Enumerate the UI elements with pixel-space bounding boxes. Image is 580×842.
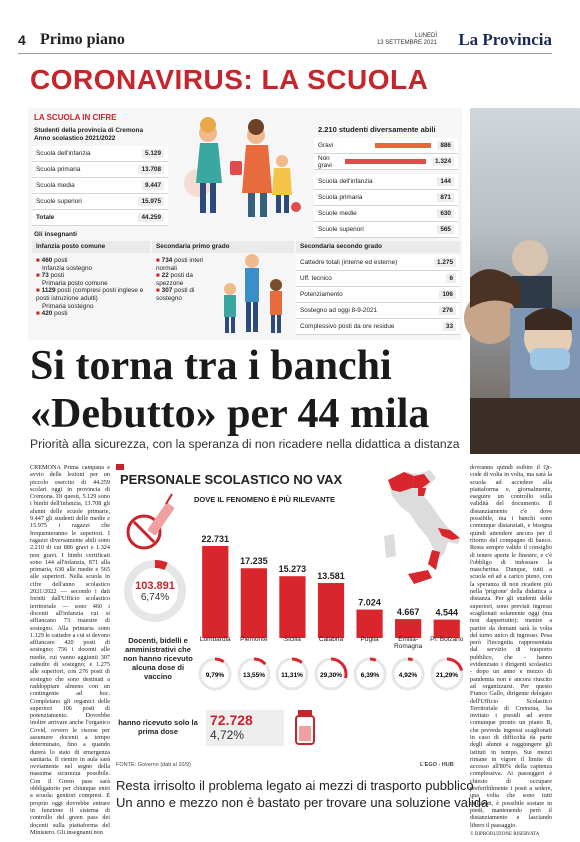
region-column xyxy=(389,636,428,692)
bullet-icon: ■ xyxy=(156,287,162,295)
issue-day: LUNEDÌ xyxy=(414,33,437,39)
vaccine-vial-icon xyxy=(288,708,324,748)
list-item-text: Infanzia sostegno xyxy=(42,264,93,272)
row-value: 276 xyxy=(439,306,456,315)
table-row xyxy=(32,194,168,210)
region-pct-ring xyxy=(274,656,310,692)
families-illustration xyxy=(178,113,306,221)
newspaper-logo: La Provincia xyxy=(458,30,552,49)
infanzia-list xyxy=(36,257,150,318)
list-item xyxy=(36,303,150,311)
row-label: Scuola dell'infanzia xyxy=(36,150,91,157)
region-label: Sicilia xyxy=(283,636,301,643)
disabled-caption: studenti diversamente abili xyxy=(338,125,436,134)
bar-calabria xyxy=(318,583,344,638)
total-no-vax-pct: 6,74% xyxy=(140,592,170,603)
table-row xyxy=(314,190,458,206)
row-value: 871 xyxy=(437,193,454,202)
row-value: 1.324 xyxy=(432,157,454,166)
bar-value-label: 4.667 xyxy=(396,607,420,618)
school-figures-infographic xyxy=(28,108,462,340)
table-row xyxy=(314,222,458,238)
total-no-vax-caption: Docenti, bidelli e amministrativi che non hanno ricevuto alcuna dose di vaccino xyxy=(123,636,193,681)
list-item xyxy=(156,257,216,272)
teachers-title: Gli insegnanti xyxy=(34,231,77,238)
issue-date xyxy=(377,33,437,47)
page-header xyxy=(18,30,552,54)
bar-value-label: 22.731 xyxy=(201,534,230,544)
secondo-grado-table xyxy=(296,255,460,335)
bullet-icon: ■ xyxy=(36,310,42,318)
headline-line-1: Si torna tra i banchi xyxy=(30,343,392,389)
row-label: Scuole superiori xyxy=(318,226,364,233)
table-row xyxy=(32,178,168,194)
row-value: 15.975 xyxy=(138,197,164,206)
list-item xyxy=(36,280,150,288)
first-dose-box xyxy=(206,710,284,746)
headline-line-2: «Debutto» per 44 mila xyxy=(30,391,430,437)
table-row xyxy=(296,303,460,319)
bar-value-label: 7.024 xyxy=(358,597,381,608)
infanzia-header: Infanzia posto comune xyxy=(32,241,150,253)
row-value: 565 xyxy=(437,225,454,234)
row-label: Scuole superiori xyxy=(36,198,82,205)
row-label: Scuola dell'infanzia xyxy=(318,178,373,185)
list-item-text: Primaria posto comune xyxy=(42,279,108,287)
students-caption xyxy=(34,127,143,143)
vax-title-marker xyxy=(116,464,124,470)
infographic-title: LA SCUOLA IN CIFRE xyxy=(34,113,117,122)
region-label: Calabria xyxy=(318,636,344,643)
region-column xyxy=(196,636,235,692)
vax-chart-subtitle: DOVE IL FENOMENO È PIÙ RILEVANTE xyxy=(194,495,335,504)
table-row xyxy=(296,319,460,335)
first-dose-caption: hanno ricevuto solo la prima dose xyxy=(118,718,198,736)
region-label: Puglia xyxy=(360,636,379,643)
list-item-text: posti xyxy=(50,272,65,280)
total-no-vax-value: 103.891 xyxy=(135,580,175,592)
table-row xyxy=(296,255,460,271)
total-no-vax-figures xyxy=(122,580,188,603)
list-item-number: 73 xyxy=(41,272,49,280)
primo-grado-list xyxy=(156,257,216,303)
region-label: Emilia-Romagna xyxy=(394,636,423,650)
students-table xyxy=(32,146,168,226)
bar-value-label: 15.273 xyxy=(278,564,307,575)
list-item-text: posti interi normali xyxy=(156,257,204,272)
bar-value-label: 4.544 xyxy=(435,607,458,618)
list-item xyxy=(36,310,150,318)
row-value: 630 xyxy=(437,209,454,218)
bar-sicilia xyxy=(279,576,305,638)
region-label: Lombardia xyxy=(199,636,231,643)
list-item-text: posti xyxy=(54,257,68,264)
disabled-count: 2.210 xyxy=(318,125,337,134)
row-value: 13.708 xyxy=(138,165,164,174)
table-row xyxy=(32,162,168,178)
list-item-number: 420 xyxy=(41,310,53,318)
row-value: 6 xyxy=(446,274,456,283)
bar-puglia xyxy=(356,610,382,638)
region-pct-ring xyxy=(429,656,465,692)
row-value: 5.129 xyxy=(142,149,164,158)
no-vax-infographic xyxy=(116,464,466,776)
copyright-note: © RIPRODUZIONE RISERVATA xyxy=(470,831,540,837)
region-pct-label: 13,55% xyxy=(242,672,265,679)
row-value: 144 xyxy=(437,177,454,186)
list-item-number: 22 xyxy=(161,272,169,280)
row-value: 886 xyxy=(437,141,454,150)
list-item-text: posti di sostegno xyxy=(156,287,195,302)
region-label: Piemonte xyxy=(240,636,268,643)
row-value: 44.259 xyxy=(138,213,164,222)
subheadline: Priorità alla sicurezza, con la speranza di non ricadere nella didattica a distanza xyxy=(30,437,460,451)
bar-lombardia xyxy=(202,546,228,638)
region-pct-ring xyxy=(313,656,349,692)
severity-bar xyxy=(345,159,426,164)
table-row xyxy=(314,174,458,190)
list-item-text: posti (compresi posti inglese e posti istruzione adulti) xyxy=(36,287,144,302)
secondo-grado-header: Secondaria secondo grado xyxy=(296,241,460,253)
region-pct-label: 6,39% xyxy=(360,672,379,679)
row-label: Totale xyxy=(36,214,55,221)
region-pct-label: 11,31% xyxy=(281,672,304,679)
article-body-right-text: dovranno quindi esibire il Qr-code di volta in volta, ma sarà la scuola ad accedere alla piattaforma e, giornalmente, eseguire un controllo sulla validità del documento. Il distanziamento c'è dove possibile, ma i banchi sono comunque distanziati, e bisogna quindi attendere ancora per il ritorno del compagno di banco. Resta sempre valido il consiglio di tenere aperte le finestre, e c'è l'obbligo di indossare la mascherina. Dunque, tutti a scuola ed ad a carico pieno, con la speranza di non ricadere più nella 'prigione' della didattica a distanza. Per gli studenti delle superiori, sono previsti ingressi scaglionati solamente oggi (ma non dappertutto): mentre a partire da domani sarà la volta del turno unico di ingresso. Pesa però l'incognita rappresentata dal servizio di trasporto pubblico, che - hanno evidenziato i dirigenti scolastici - dopo un anno e mezzo di pandemia non è ancora riuscito ad organizzarsi. Per questo Franco Gallo, dirigente delegato dell'Ufficio Scolastico Territoriale di Cremona, ha invitato i presidi ad avere comunque pronto un piano B, che preveda ingressi scaglionati in caso di difficoltà da parte degli alunni a raggiungere gli istituti in tempo. Sui mezzi rimane in vigore il limite di accesso all'80% della capienza complessiva. Ai passeggeri è chiesto di occupare preferibilmente i posti a sedere, una volta che sono tutti utilizzati, è possibile sostare in piedi, mantenendo però il distanziamento e lasciando libero il passaggio. xyxy=(470,464,552,829)
school-photo xyxy=(470,108,580,454)
list-item xyxy=(156,287,216,302)
primo-grado-header: Secondaria primo grado xyxy=(152,241,294,253)
list-item xyxy=(36,272,150,280)
table-row xyxy=(296,271,460,287)
severity-bar xyxy=(375,143,431,148)
row-label: Non gravi xyxy=(318,154,332,169)
region-pct-ring xyxy=(390,656,426,692)
table-row xyxy=(314,138,458,154)
disabled-heading xyxy=(318,126,436,134)
first-dose-value: 72.728 xyxy=(210,712,253,728)
chart-credit: L'EGO - HUB xyxy=(420,762,454,768)
bullet-icon: ■ xyxy=(156,257,162,264)
region-column xyxy=(235,636,274,692)
row-value: 1.275 xyxy=(434,258,456,267)
region-column xyxy=(273,636,312,692)
table-row xyxy=(296,287,460,303)
row-label: Scuola media xyxy=(36,182,75,189)
students-caption-line1: Studenti della provincia di Cremona xyxy=(34,127,144,134)
kicker: CORONAVIRUS: LA SCUOLA xyxy=(30,64,429,95)
region-pct-label: 21,29% xyxy=(435,672,458,679)
disabled-school-table xyxy=(314,174,458,238)
bar-value-label: 13.581 xyxy=(317,571,345,582)
disabled-severity-table xyxy=(314,138,458,170)
bullet-icon: ■ xyxy=(156,272,162,280)
row-label: Uff. tecnico xyxy=(300,275,332,282)
vax-title: PERSONALE SCOLASTICO NO VAX xyxy=(120,472,343,487)
section-name: Primo piano xyxy=(40,31,125,48)
row-label: Scuole medie xyxy=(318,210,357,217)
region-pct-ring xyxy=(352,656,388,692)
bullet-icon: ■ xyxy=(36,272,42,280)
row-label: Complessivo posti da ore residue xyxy=(300,323,395,330)
row-label: Potenziamento xyxy=(300,291,343,298)
region-column xyxy=(350,636,389,692)
footer-line-2: Un anno e mezzo non è bastato per trovare una soluzione valida xyxy=(116,795,489,810)
article-body-right xyxy=(470,464,552,837)
region-pct-ring xyxy=(236,656,272,692)
row-label: Gravi xyxy=(318,142,334,149)
bar-piemonte xyxy=(241,568,267,638)
students-caption-line2: Anno scolastico 2021/2022 xyxy=(34,135,116,142)
row-value: 106 xyxy=(439,290,456,299)
region-pct-label: 9,79% xyxy=(206,672,225,679)
row-value: 9.447 xyxy=(142,181,164,190)
row-label: Scuola primaria xyxy=(36,166,81,173)
row-label: Scuola primaria xyxy=(318,194,363,201)
issue-full-date: 13 SETTEMBRE 2021 xyxy=(376,40,437,46)
region-label: Pr. Bolzano xyxy=(430,636,464,643)
article-body-left: CREMONA Prima campana e avvio delle lezioni per un piccolo esercito di 44.259 scolari oggi in provincia di Cremona. Di questi, 5.129 sono i bimbi dell'infanzia, 13.708 gli alunni delle scuole primarie, 9.447 gli studenti delle medie e 15.975 i ragazzi che frequenteranno le superiori. I ragazzi diversamente abili sono 2.210 di cui 886 gravi e 1.324 non gravi. I bimbi certificati sono 144 all'infanzia, 871 alla primaria, 630 alle medie e 565 alle superiori. Nella scuola in cifre dell'anno scolastico 2021/2022 — secondo i dati forniti dall'Ufficio scolastico territoriale — sono 460 i docenti all'infanzia cui si affiancano 73 maestre di sostegno. Alla primaria sono 1.129 le cattedre a cui si devono affiancare 420 posti di sostegno; 756 i docenti alle medie, cui vanno aggiunti 307 cattedre di sostegno; e 1.275 alle superiori, con 276 posti di sostegno che sono destinati a raddoppiare almeno con un contingente ad hoc. Completano gli organici delle superiori 106 posti di potenziamento. Dovrebbe inoltre arrivare anche l'organico Covid, ovvero le risorse per assumere docenti a tempo determinato, fino a quando durerà lo stato di emergenza sanitaria. Il rientro in aula sarà ovviamente nel segno della massima sicurezza possibile. Con il Green pass sarà obbligatorio per chiunque entri a scuola: genitori compresi. È proprio oggi dovrebbe entrare in funzione il sistema di controllo del green pass dei docenti sulla piattaforma del Ministero. Gli insegnanti non xyxy=(30,464,110,836)
children-illustration xyxy=(210,245,296,337)
region-pct-label: 4,92% xyxy=(398,672,418,679)
bar-value-label: 17.235 xyxy=(240,556,268,567)
region-pct-label: 29,30% xyxy=(319,672,343,679)
list-item xyxy=(36,265,150,273)
list-item-number: 1129 xyxy=(41,287,56,295)
region-column xyxy=(427,636,466,692)
bullet-icon: ■ xyxy=(36,287,42,295)
table-row xyxy=(314,206,458,222)
table-row xyxy=(314,154,458,170)
students-total-row xyxy=(32,210,168,226)
bullet-icon: ■ xyxy=(36,257,42,264)
list-item xyxy=(36,257,150,265)
list-item-text: posti da spezzone xyxy=(156,272,193,287)
page-number: 4 xyxy=(18,32,26,48)
chart-source: FONTE: Governo (dati al 10/9) xyxy=(116,762,191,768)
list-item-number: 460 xyxy=(41,257,53,264)
row-value: 33 xyxy=(443,322,456,331)
list-item-text: Primaria sostegno xyxy=(42,302,94,310)
list-item xyxy=(36,287,150,302)
row-label: Sostegno ad oggi 8-9-2021 xyxy=(300,307,378,314)
row-label: Cattedre totali (interne ed esterne) xyxy=(300,259,398,266)
list-item-number: 307 xyxy=(161,287,173,295)
list-item xyxy=(156,272,216,287)
syringe-icon xyxy=(122,494,186,554)
region-pct-ring xyxy=(197,656,233,692)
region-column xyxy=(312,636,351,692)
footer-line-1: Resta irrisolto il problema legato ai mezzi di trasporto pubblico xyxy=(116,778,474,793)
list-item-text: posti xyxy=(54,310,68,318)
list-item-number: 734 xyxy=(161,257,173,264)
first-dose-pct: 4,72% xyxy=(210,728,245,742)
table-row xyxy=(32,146,168,162)
